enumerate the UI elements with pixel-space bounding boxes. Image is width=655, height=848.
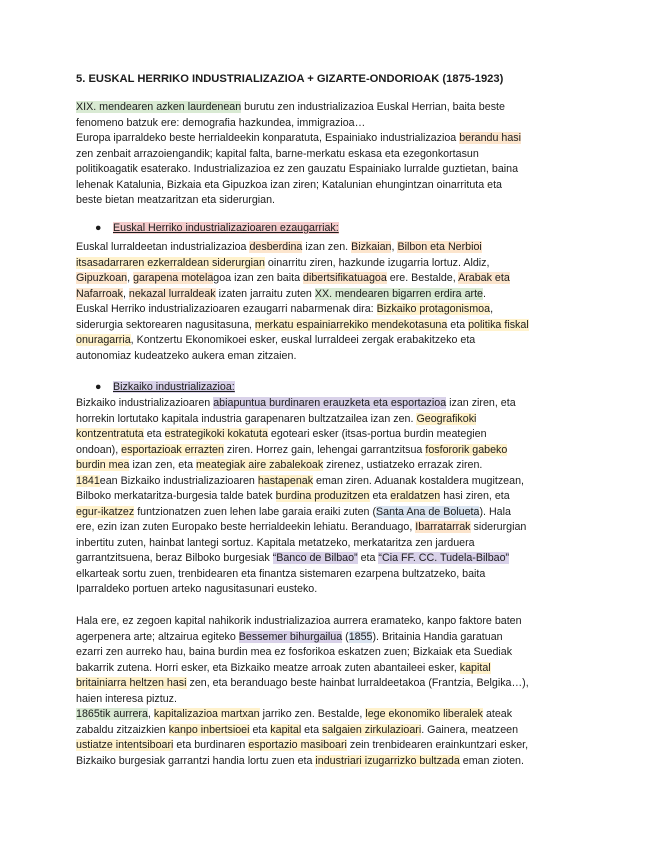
text-line	[76, 333, 586, 349]
section-heading-ezaugarriak	[95, 221, 339, 237]
highlighted-text: abiapuntua burdinaren erauzketa eta esportazioa	[213, 397, 447, 409]
text-run: jarriko zen. Bestalde,	[259, 708, 366, 720]
text-run: ean Bizkaiko industrializazioaren	[99, 474, 258, 487]
text-run: oinarritu ziren, hazkunde izugarria lortuz. Aldiz,	[264, 256, 490, 269]
text-line	[76, 240, 586, 256]
highlighted-text: “Banco de Bilbao”	[272, 552, 358, 564]
text-run: goa izan zen baita	[213, 272, 304, 284]
text-line	[76, 193, 586, 209]
highlighted-text: XX. mendearen bigarren erdira arte	[314, 287, 483, 300]
text-run: eman ziren. Aduanak kostaldera mugitzean,	[313, 474, 524, 487]
text-run: beste bietan meatzaritzan eta siderurgian.	[76, 194, 276, 206]
highlighted-text: onuragarria	[76, 334, 131, 346]
highlighted-text: garapena motela	[133, 272, 214, 284]
highlighted-text: Bilbon eta Nerbioi	[397, 241, 482, 253]
text-run: eta	[301, 723, 322, 736]
text-run: izan zen, eta	[129, 459, 197, 471]
text-run: izan zen.	[302, 241, 352, 253]
highlighted-text: 1865tik aurrera	[76, 708, 148, 720]
text-line	[76, 458, 586, 474]
text-line	[76, 287, 586, 303]
text-line	[76, 582, 586, 598]
text-run: politikoagatik esaterako. Industrializazioa ez zen gauzatu Espainiako lurralde guztietan, baina	[76, 163, 519, 175]
highlighted-text: itsasadarraren ezkerraldean siderurgian	[76, 256, 265, 269]
text-run: izaten jarraitu zuten	[215, 287, 315, 300]
highlighted-text: britainiarra heltzen hasi	[76, 677, 187, 689]
text-run: ,	[122, 287, 129, 300]
text-run: ,	[391, 241, 398, 253]
text-run: egoteari esker (itsas-portua burdin meategien	[267, 428, 487, 440]
text-run: .	[482, 287, 486, 300]
highlighted-text: ustiatze intentsiboari	[76, 739, 174, 751]
text-run: agerpenera arte; altzairua egiteko	[76, 630, 239, 643]
highlighted-text: “Cia FF. CC. Tudela-Bilbao”	[378, 552, 510, 564]
highlighted-text: eraldatzen	[390, 490, 441, 502]
text-line	[76, 536, 586, 552]
highlighted-text: Gipuzkoan	[76, 272, 128, 284]
bullet-icon: ●	[95, 222, 102, 234]
text-line	[76, 256, 586, 272]
text-run: eta	[249, 723, 271, 736]
text-line	[76, 178, 586, 194]
text-run: Iparraldeko portuen arteko nagusitasunari eusteko.	[76, 583, 318, 595]
text-line	[76, 318, 586, 334]
highlighted-text: desberdina	[249, 241, 303, 253]
highlighted-text: industriari izugarrizko bultzada	[315, 754, 460, 767]
highlighted-text: fosfororik gabeko	[425, 443, 508, 456]
highlighted-text: kapital	[459, 661, 491, 674]
text-run: garrantzitsuena, beraz Bilboko burgesiak	[76, 552, 273, 564]
highlighted-text: kanpo inbertsioei	[168, 723, 250, 736]
text-run: zabaldu zitzaizkien	[76, 723, 169, 736]
highlighted-text: kontzentratuta	[76, 428, 144, 440]
text-run: Bilboko merkataritza-burgesia talde batek	[76, 490, 276, 502]
text-run: funtzionatzen zuen lehen labe garaia eraiki zuten (	[134, 505, 377, 518]
highlighted-text: hastapenak	[257, 474, 314, 487]
text-run: eta	[357, 552, 379, 564]
page-title: 5. EUSKAL HERRIKO INDUSTRIALIZAZIOA + GIZARTE-ONDORIOAK (1875-1923)	[76, 73, 504, 85]
text-line	[76, 614, 586, 630]
text-line	[76, 349, 586, 365]
text-line	[76, 661, 586, 677]
highlighted-text: esportazioak errazten	[121, 443, 224, 456]
bizkaia-paragraph	[76, 396, 586, 598]
text-run: autonomiaz kudeatzeko aukera eman zitzaien.	[76, 349, 297, 362]
text-line	[76, 645, 586, 661]
text-line	[76, 271, 586, 287]
text-line	[76, 567, 586, 583]
text-run: siderurgian	[470, 521, 527, 533]
bullet-icon: ●	[95, 381, 102, 393]
highlighted-text: Ibarratarrak	[415, 521, 471, 533]
heading-label: Euskal Herriko industrializazioaren ezaugarriak:	[113, 222, 339, 234]
text-line	[76, 396, 586, 412]
text-run: inbertitu zuten, hainbat lantegi sortuz. Kapitala metatzeko, merkataritza zen jarduera	[76, 536, 475, 549]
text-run: eta	[369, 490, 391, 502]
highlighted-text: Bessemer bihurgailua	[238, 630, 343, 643]
text-run: eta	[447, 318, 469, 331]
highlighted-text: Santa Ana de Bolueta	[376, 505, 480, 518]
highlighted-text: XIX. mendearen azken laurdenean	[76, 101, 242, 113]
text-run: siderurgia sektorearen nagusitasuna,	[76, 318, 255, 331]
text-run: horrekin lortutako kapitala industria garapenaren bultzatzailea izan zen.	[76, 412, 417, 425]
text-run: (	[342, 630, 349, 643]
text-line	[76, 630, 586, 646]
highlighted-text: kapitalizazioa martxan	[153, 708, 260, 720]
text-line	[76, 427, 586, 443]
text-run: ,	[127, 272, 134, 284]
text-line	[76, 723, 586, 739]
text-run: zen zenbait arrazoiengandik; kapital falta, barne-merkatu eskasa eta ezegonkortasun	[76, 147, 479, 160]
text-line	[76, 131, 586, 147]
text-run: ,	[147, 708, 154, 720]
highlighted-text: burdin mea	[76, 459, 130, 471]
text-line	[76, 676, 586, 692]
text-run: ). Hala	[479, 505, 511, 518]
text-run: ,	[490, 303, 494, 315]
highlighted-text: estrategikoki kokatuta	[164, 428, 268, 440]
highlighted-text: Bizkaian	[351, 241, 392, 253]
text-run: ). Britainia Handia garatuan	[372, 630, 503, 643]
text-run: eta	[143, 428, 165, 440]
intro-paragraph	[76, 100, 586, 209]
highlighted-text: burdina produzitzen	[275, 490, 370, 502]
highlighted-text: nekazal lurraldeak	[128, 287, 216, 300]
text-run: ezarri zen aurreko hau, baina burdin mea ez fosforikoa eskatzen zuen; Bizkaiak eta Suediak	[76, 646, 513, 658]
text-run: eman zioten.	[459, 754, 524, 767]
text-line	[76, 754, 586, 770]
highlighted-text: meategiak aire zabalekoak	[196, 459, 324, 471]
highlighted-text: Nafarroak	[76, 287, 123, 300]
text-run: Bizkaiko industrializazioaren	[76, 397, 214, 409]
text-run: elkarteak sortu zuen, trenbidearen eta finantza sistemaren ezarpena bultzatzeko, baita	[76, 567, 486, 580]
text-line	[76, 707, 586, 723]
highlighted-text: politika fiskal	[468, 318, 529, 331]
text-line	[76, 505, 586, 521]
text-run: zen, eta beranduago beste hainbat lurraldeetakoa (Frantzia, Belgika…),	[186, 677, 529, 689]
text-run: fenomeno batzuk ere: demografia hazkundea, immigrazioa…	[76, 116, 366, 129]
highlighted-text: 1855	[348, 630, 373, 643]
text-line	[76, 520, 586, 536]
text-run: haien interesa piztuz.	[76, 692, 177, 705]
text-run: , Kontzertu Ekonomikoei esker, euskal lurraldeei zergak erabakitzeko eta	[130, 334, 476, 346]
highlighted-text: salgaien zirkulazioari	[322, 723, 422, 736]
ezaugarriak-paragraph	[76, 240, 586, 364]
highlighted-text: dibertsifikatuagoa	[303, 272, 387, 284]
text-line	[76, 474, 586, 490]
highlighted-text: Arabak eta	[458, 272, 510, 284]
text-run: Hala ere, ez zegoen kapital nahikorik industrializazioa aurrera eramateko, kanpo faktore baten	[76, 615, 522, 627]
text-run: ere. Bestalde,	[386, 272, 459, 284]
text-run: Euskal lurraldeetan industrializazioa	[76, 241, 250, 253]
text-line	[76, 692, 586, 708]
text-line	[76, 116, 586, 132]
text-line	[76, 489, 586, 505]
highlighted-text: merkatu espainiarrekiko mendekotasuna	[254, 318, 448, 331]
text-line	[76, 412, 586, 428]
text-run: Euskal Herriko industrializazioaren ezaugarri nabarmenak dira:	[76, 303, 377, 315]
text-run: zein trenbidearen erainkuntzari esker,	[346, 739, 529, 751]
text-run: ziren. Horrez gain, lehengai garrantzitsua	[223, 443, 426, 456]
text-run: bakarrik zutena. Horri esker, eta Bizkaiko meatze arroak zuten abantaileei esker,	[76, 661, 460, 674]
highlighted-text: Geografikoki	[416, 412, 477, 425]
text-line	[76, 738, 586, 754]
text-run: ondoan),	[76, 443, 122, 456]
text-run: Bizkaiko burgesiak garrantzi handia lortu zuen eta	[76, 754, 316, 767]
kapitala-paragraph	[76, 614, 586, 769]
highlighted-text: esportazio masiboari	[248, 739, 347, 751]
text-run: . Gainera, meatzeen	[421, 723, 519, 736]
text-run: lehenak Katalunia, Bizkaia eta Gipuzkoa izan ziren; Katalunian ehungintzan oinarrituta eta	[76, 178, 502, 191]
highlighted-text: egur-ikatzez	[76, 505, 135, 518]
text-run: izan ziren, eta	[446, 397, 516, 409]
text-line	[76, 100, 586, 116]
highlighted-text: berandu hasi	[459, 132, 522, 144]
text-line	[76, 147, 586, 163]
text-run: burutu zen industrializazioa Euskal Herrian, baita beste	[241, 101, 505, 113]
text-run: ateak	[482, 708, 513, 720]
text-line	[76, 302, 586, 318]
text-line	[76, 551, 586, 567]
text-run: hasi ziren, eta	[440, 490, 510, 502]
text-run: zirenez, ustiatzeko errazak ziren.	[323, 459, 483, 471]
heading-label: Bizkaiko industrializazioa:	[113, 381, 235, 393]
text-line	[76, 162, 586, 178]
highlighted-text: lege ekonomiko liberalek	[365, 708, 483, 720]
text-line	[76, 443, 586, 459]
text-run: ere, ezin izan zuten Europako beste herrialdeekin lehiatu. Beranduago,	[76, 521, 416, 533]
highlighted-text: kapital	[270, 723, 302, 736]
text-run: eta burdinaren	[173, 739, 249, 751]
text-run: Europa iparraldeko beste herrialdeekin konparatuta, Espainiako industrializazioa	[76, 132, 460, 144]
highlighted-text: Bizkaiko protagonismoa	[376, 303, 491, 315]
section-heading-bizkaia	[95, 380, 235, 396]
highlighted-text: 1841	[76, 474, 100, 487]
